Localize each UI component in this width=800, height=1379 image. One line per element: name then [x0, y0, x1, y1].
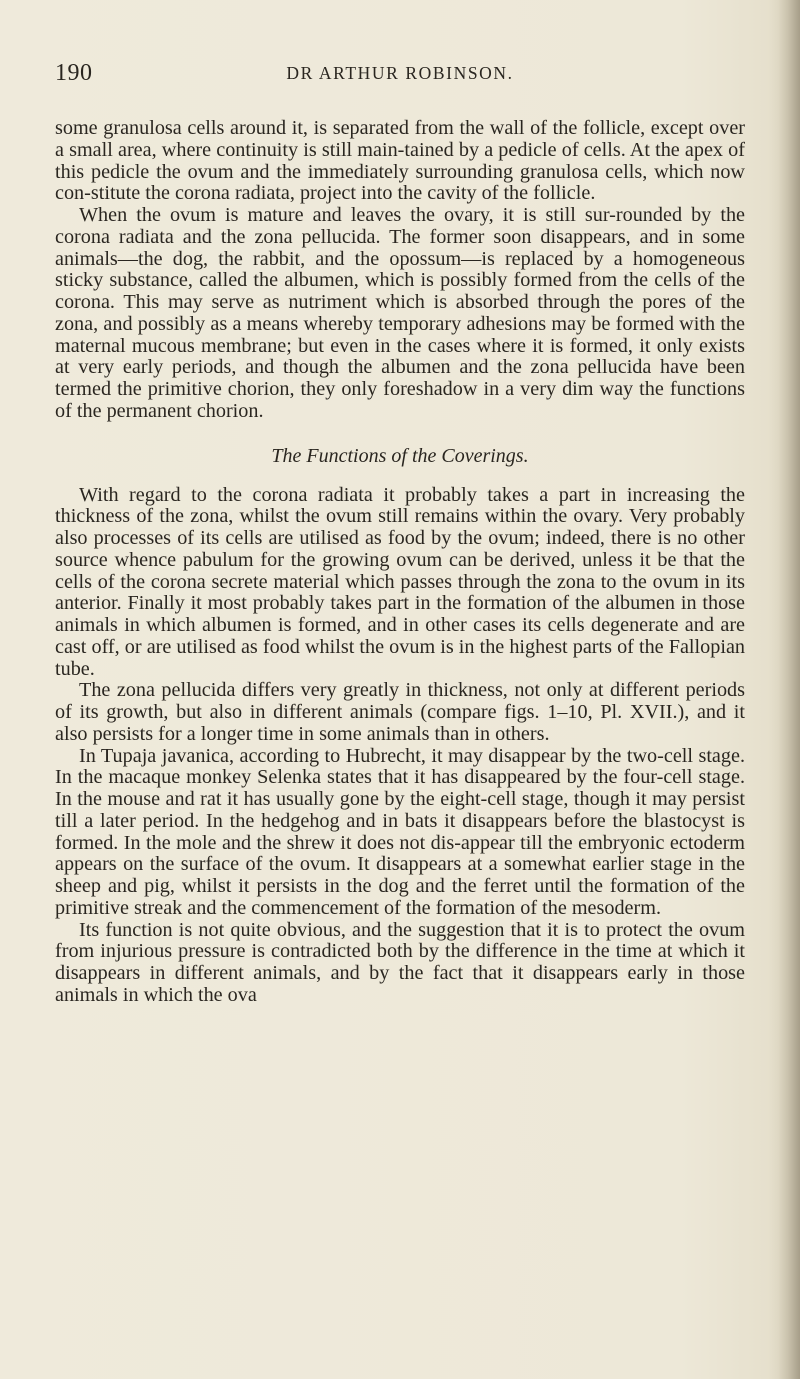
page-edge-shadow	[778, 0, 800, 1379]
body-text	[55, 118, 745, 1007]
page-number: 190	[55, 60, 93, 86]
paragraph-6: Its function is not quite obvious, and the suggestion that it is to protect the ovum from injurious pressure is contradicted both by the difference in the time at which it disappears in different animals, and by the fact that it disappears early in those animals in which the ova	[55, 918, 745, 1006]
running-head	[55, 60, 745, 92]
paragraph-5: In Tupaja javanica, according to Hubrecht, it may disappear by the two-cell stage. In the macaque monkey Selenka states that it has disappeared by the four-cell stage. In the mouse and rat it has usually gone by the eight-cell stage, though it may persist till a later period. In the hedgehog and in bats it disappears before the blastocyst is formed. In the mole and the shrew it does not dis-appear till the embryonic ectoderm appears on the surface of the ovum. It disappears at a somewhat earlier stage in the sheep and pig, whilst it persists in the dog and the ferret until the formation of the primitive streak and the commencement of the formation of the mesoderm.	[55, 744, 745, 919]
paragraph-3: With regard to the corona radiata it probably takes a part in increasing the thickness of the zona, whilst the ovum still remains within the ovary. Very probably also processes of its cells are utilised as food by the ovum; indeed, there is no other source whence pabulum for the growing ovum can be derived, unless it be that the cells of the corona secrete material which passes through the zona to the ovum in its anterior. Finally it most probably takes part in the formation of the albumen in those animals in which albumen is formed, and in other cases its cells degenerate and are cast off, or are utilised as food whilst the ovum is in the highest parts of the Fallopian tube.	[55, 483, 745, 680]
section-heading: The Functions of the Coverings.	[271, 444, 529, 467]
paragraph-4: The zona pellucida differs very greatly in thickness, not only at different periods of its growth, but also in different animals (compare figs. 1–10, Pl. XVII.), and it also persists for a longer time in some animals than in others.	[55, 679, 745, 745]
running-title: DR ARTHUR ROBINSON.	[286, 63, 514, 83]
paragraph-2: When the ovum is mature and leaves the ovary, it is still sur-rounded by the corona radiata and the zona pellucida. The former soon disappears, and in some animals—the dog, the rabbit, and the opossum—is replaced by a homogeneous sticky substance, called the albumen, which is possibly formed from the cells of the corona. This may serve as nutriment which is absorbed through the pores of the zona, and possibly as a means whereby temporary adhesions may be formed with the maternal mucous membrane; but even in the cases where it is formed, it only exists at very early periods, and though the albumen and the zona pellucida have been termed the primitive chorion, they only foreshadow in a very dim way the functions of the permanent chorion.	[55, 204, 745, 422]
paragraph-1: some granulosa cells around it, is separated from the wall of the follicle, except over a small area, where continuity is still main-tained by a pedicle of cells. At the apex of this pedicle the ovum and the immediately surrounding granulosa cells, which now con-stitute the corona radiata, project into the cavity of the follicle.	[55, 117, 745, 205]
